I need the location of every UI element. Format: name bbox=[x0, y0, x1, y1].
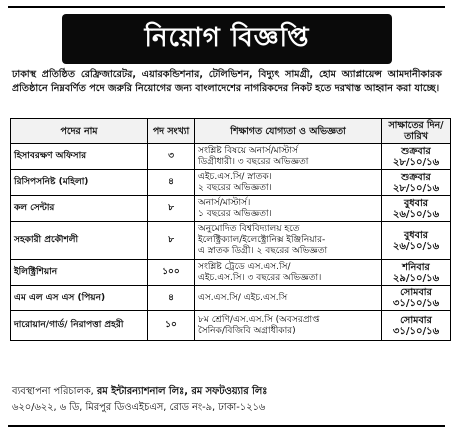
table-header-row bbox=[11, 119, 451, 144]
interview-day: বুধবার bbox=[403, 197, 429, 209]
post-count: ৮ bbox=[148, 222, 195, 260]
post-name: সহকারী প্রকৌশলী bbox=[11, 222, 148, 260]
qualification-line: সৈনিক/বিজিবি অগ্রাধীকার) bbox=[198, 325, 296, 336]
interview-date bbox=[382, 222, 451, 260]
header-count: পদ সংখ্যা bbox=[148, 119, 195, 144]
qualification bbox=[195, 222, 382, 260]
table-row bbox=[11, 196, 451, 222]
qualification bbox=[195, 311, 382, 341]
qualification-line: এইচ.এস.সি। ৩ বছরের অভিজ্ঞতা। bbox=[198, 272, 322, 283]
bottom-border bbox=[8, 425, 445, 427]
interview-day: শুক্রবার bbox=[401, 171, 431, 183]
post-name: ইলিক্ট্রিশিয়ান bbox=[11, 260, 148, 286]
table-row bbox=[11, 311, 451, 341]
post-count: ৩ bbox=[148, 144, 195, 170]
qualification-line: ডিগ্রীধারী। ৩ বছরের অভিজ্ঞতা bbox=[198, 156, 309, 167]
qualification-line: এ স্নাতক ডিগ্রী। ২ বছরের অভিজ্ঞতা bbox=[198, 246, 328, 256]
qualification-line: এইচ.এস.সি/ স্নাতক। bbox=[198, 171, 272, 182]
interview-date-value: ২৬/১০/১৬ bbox=[392, 208, 440, 220]
qualification-line: অনুমোদিত বিশ্ববিদ্যালয় হতে bbox=[198, 224, 300, 234]
intro-paragraph: ঢাকাস্থ প্রতিষ্ঠিত রেফ্রিজারেটর, এয়ারকন্ডিশনার, টেলিভিশন, বিদ্যুৎ সামগ্রী, হোম অ্যাপ্লায়েন্স আমদানীকারক প্রতিষ্ঠানে নিম্নবর্ণিত পদে জরুরি নিয়োগের জন্য বাংলাদেশের নাগরিকদের নিকট হতে দরখাস্ত আহ্বান করা যাচ্ছে। bbox=[12, 69, 442, 94]
qualification-line: অনার্স/মাস্টার্স। bbox=[198, 197, 251, 208]
post-count: ১০ bbox=[148, 311, 195, 341]
company-address: ৬২০/৬২২, ৬ ডি, মিরপুর ডিওএইচএস, রোড নং-৯, ঢাকা-১২১৬ bbox=[12, 402, 266, 413]
contact-address bbox=[12, 384, 444, 416]
interview-date-value: ২৮/১০/১৬ bbox=[392, 156, 440, 168]
table-row bbox=[11, 286, 451, 311]
interview-date-value: ৩১/১০/১৬ bbox=[392, 325, 440, 337]
interview-date-value: ২৬/১০/১৬ bbox=[392, 240, 440, 252]
interview-day: বুধবার bbox=[403, 229, 429, 241]
qualification-line: ২ বছরের অভিজ্ঞতা। bbox=[198, 182, 272, 193]
qualification bbox=[195, 260, 382, 286]
qualification bbox=[195, 144, 382, 170]
qualification-line: ইলেক্ট্রিক্যাল/ইলেক্ট্রোনিক্স ইঞ্জিনিয়ার- bbox=[198, 235, 326, 245]
interview-day: সোমবার bbox=[400, 287, 432, 298]
post-name: কল সেন্টার bbox=[11, 196, 148, 222]
interview-date bbox=[382, 196, 451, 222]
interview-date bbox=[382, 260, 451, 286]
table-row bbox=[11, 260, 451, 286]
qualification-line: ১ বছরের অভিজ্ঞতা। bbox=[198, 208, 272, 219]
qualification bbox=[195, 286, 382, 311]
post-name: হিসাবরক্ষণ অফিসার bbox=[11, 144, 148, 170]
interview-date bbox=[382, 170, 451, 196]
interview-day: শনিবার bbox=[402, 261, 430, 273]
post-name: দারোয়ান/গার্ড/ নিরাপত্তা প্রহরী bbox=[11, 311, 148, 341]
qualification-line: সংশ্লিষ্ট ট্রেডে এস.এস.সি/ bbox=[198, 261, 291, 272]
qualification bbox=[195, 196, 382, 222]
interview-day: শুক্রবার bbox=[401, 145, 431, 157]
company-names: রম ইন্টারন্যাশনাল লিঃ, রম সফটওয়্যার লিঃ bbox=[96, 386, 268, 397]
interview-date bbox=[382, 286, 451, 311]
interview-day: সোমবার bbox=[400, 314, 432, 326]
table-row bbox=[11, 222, 451, 260]
top-border bbox=[8, 0, 445, 8]
vacancy-table bbox=[10, 118, 451, 341]
post-count: ৮ bbox=[148, 196, 195, 222]
footer-prefix: ব্যবস্থাপনা পরিচালক, bbox=[12, 386, 94, 397]
header-post: পদের নাম bbox=[11, 119, 148, 144]
qualification-line: ৮ম শ্রেণি/এস.এস.সি (অবসরপ্রাপ্ত bbox=[198, 314, 320, 325]
qualification-line: এস.এস.সি/ এইচ.এস.সি bbox=[198, 292, 288, 303]
interview-date bbox=[382, 311, 451, 341]
table-row bbox=[11, 144, 451, 170]
table-row bbox=[11, 170, 451, 196]
post-name: রিসিপসনিষ্ট (মহিলা) bbox=[11, 170, 148, 196]
post-count: ৪ bbox=[148, 170, 195, 196]
post-count: ১০০ bbox=[148, 260, 195, 286]
header-interview-date: সাক্ষাতের দিন/ তারিখ bbox=[382, 119, 451, 144]
post-name: এম এল এস এস (পিয়ন) bbox=[11, 286, 148, 311]
post-count: ৪ bbox=[148, 286, 195, 311]
interview-date bbox=[382, 144, 451, 170]
interview-date-value: ২৯/১০/১৬ bbox=[392, 272, 440, 284]
notice-title: নিয়োগ বিজ্ঞপ্তি bbox=[62, 14, 392, 64]
header-qualification: শিক্ষাগত যোগ্যতা ও অভিজ্ঞতা bbox=[195, 119, 382, 144]
qualification-line: সংশ্লিষ্ট বিষয়ে অনার্স/মাস্টার্স bbox=[198, 145, 298, 156]
qualification bbox=[195, 170, 382, 196]
interview-date-value: ৩১/১০/১৬ bbox=[392, 298, 440, 309]
interview-date-value: ২৮/১০/১৬ bbox=[392, 182, 440, 194]
